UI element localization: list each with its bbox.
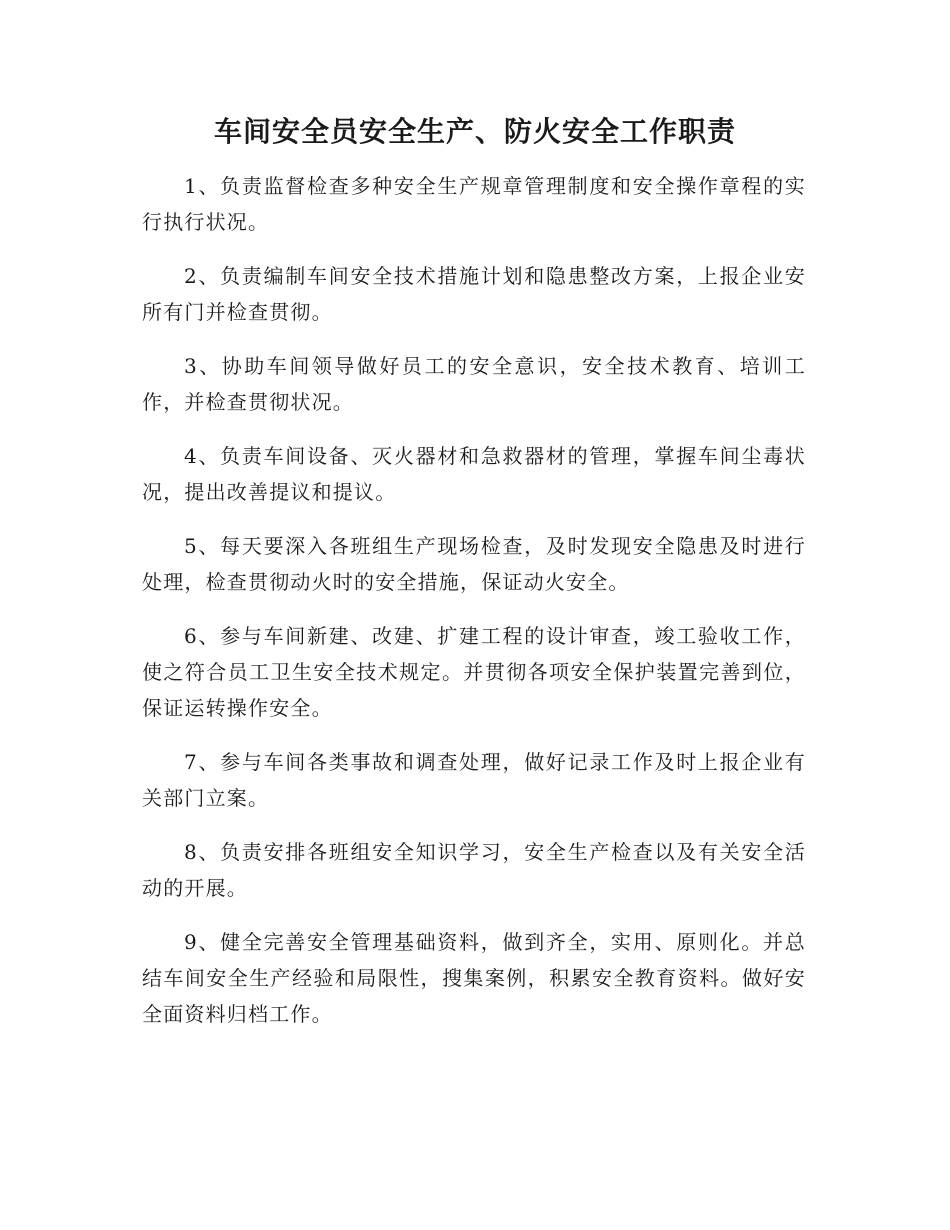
page-title: 车间安全员安全生产、防火安全工作职责 — [213, 115, 736, 148]
duty-item-3: 3、协助车间领导做好员工的安全意识，安全技术教育、培训工作，并检查贯彻状况。 — [142, 354, 806, 414]
document-body — [142, 168, 806, 1050]
duty-item-8: 8、负责安排各班组安全知识学习，安全生产检查以及有关安全活动的开展。 — [142, 840, 806, 900]
duty-item-5: 5、每天要深入各班组生产现场检查，及时发现安全隐患及时进行处理，检查贯彻动火时的安全措施，保证动火安全。 — [142, 534, 806, 594]
duty-item-4: 4、负责车间设备、灭火器材和急救器材的管理，掌握车间尘毒状况，提出改善提议和提议。 — [142, 444, 806, 504]
duty-item-1: 1、负责监督检查多种安全生产规章管理制度和安全操作章程的实行执行状况。 — [142, 174, 806, 234]
duty-item-6: 6、参与车间新建、改建、扩建工程的设计审查，竣工验收工作，使之符合员工卫生安全技术规定。并贯彻各项安全保护装置完善到位，保证运转操作安全。 — [142, 624, 806, 720]
duty-item-9: 9、健全完善安全管理基础资料，做到齐全，实用、原则化。并总结车间安全生产经验和局限性，搜集案例，积累安全教育资料。做好安全面资料归档工作。 — [142, 930, 806, 1026]
duty-item-2: 2、负责编制车间安全技术措施计划和隐患整改方案，上报企业安所有门并检查贯彻。 — [142, 264, 806, 324]
duty-item-7: 7、参与车间各类事故和调查处理，做好记录工作及时上报企业有关部门立案。 — [142, 750, 806, 810]
